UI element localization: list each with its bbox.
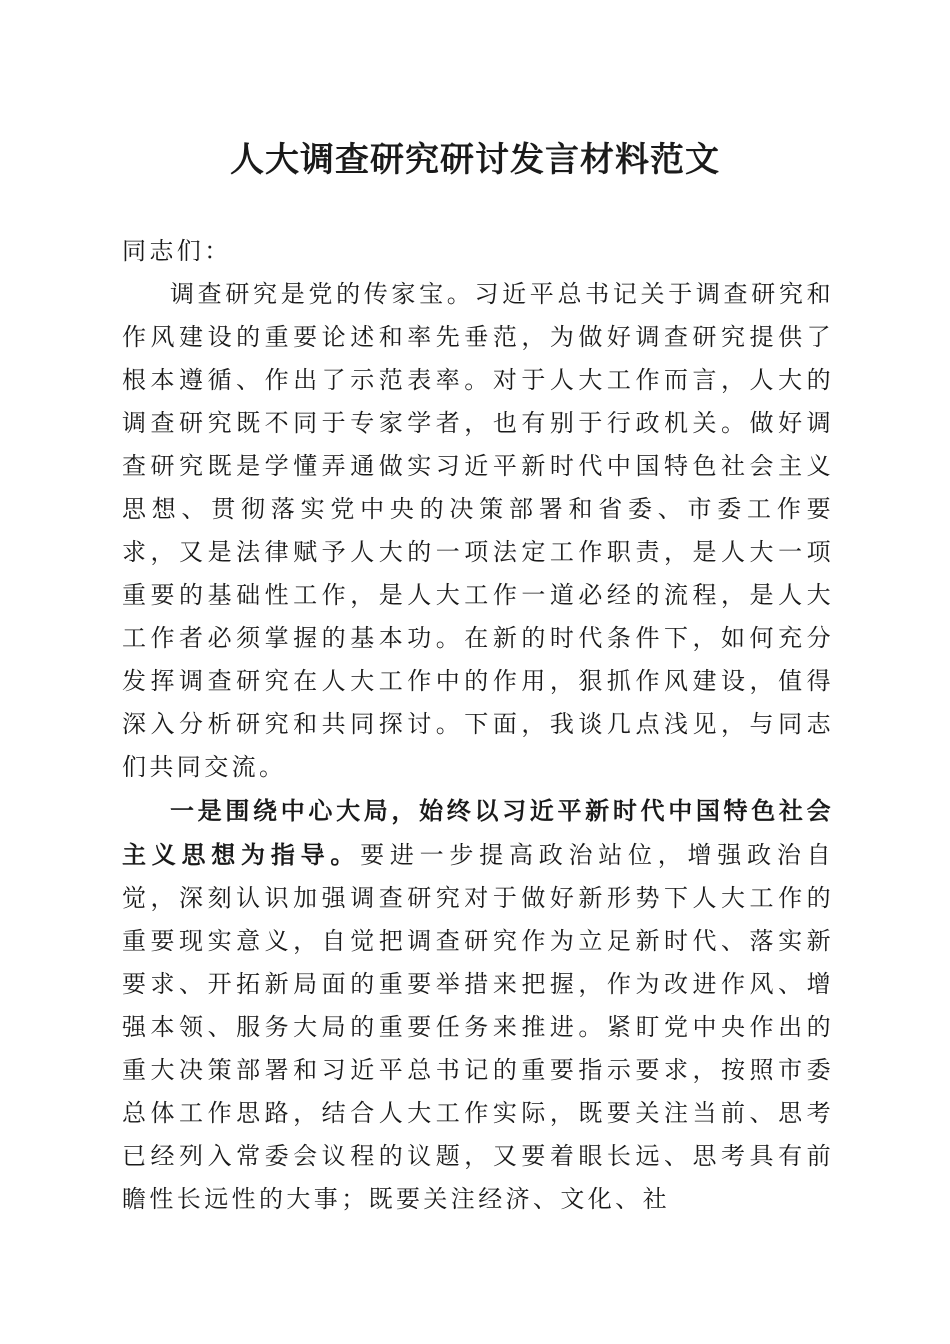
document-title: 人大调查研究研讨发言材料范文 — [230, 140, 720, 180]
paragraph-intro-text: 调查研究是党的传家宝。习近平总书记关于调查研究和作风建设的重要论述和率先垂范，为做好调查研究提供了根本遵循、作出了示范表率。对于人大工作而言，人大的调查研究既不同于专家学者，也有别于行政机关。做好调查研究既是学懂弄通做实习近平新时代中国特色社会主义思想、贯彻落实党中央的决策部署和省委、市委工作要求，又是法律赋予人大的一项法定工作职责，是人大一项重要的基础性工作，是人大工作一道必经的流程，是人大工作者必须掌握的基本功。在新的时代条件下，如何充分发挥调查研究在人大工作中的作用，狠抓作风建设，值得深入分析研究和共同探讨。下面，我谈几点浅见，与同志们共同交流。 — [122, 280, 834, 781]
paragraph-point-one-text: 要进一步提高政治站位，增强政治自觉，深刻认识加强调查研究对于做好新形势下人大工作的重要现实意义，自觉把调查研究作为立足新时代、落实新要求、开拓新局面的重要举措来把握，作为改进作风、增强本领、服务大局的重要任务来推进。紧盯党中央作出的重大决策部署和习近平总书记的重要指示要求，按照市委总体工作思路，结合人大工作实际，既要关注当前、思考已经列入常委会议程的议题，又要着眼长远、思考具有前瞻性长远性的大事；既要关注经济、文化、社 — [122, 841, 834, 1213]
paragraph-point-one-heading: 一是围绕中心大局，始终以习近平新时代中国特色社会主义思想为指导。 — [122, 796, 834, 869]
document-body — [122, 230, 834, 1221]
paragraph-intro — [122, 273, 834, 789]
salutation: 同志们： — [122, 237, 232, 265]
paragraph-point-one — [122, 789, 834, 1221]
